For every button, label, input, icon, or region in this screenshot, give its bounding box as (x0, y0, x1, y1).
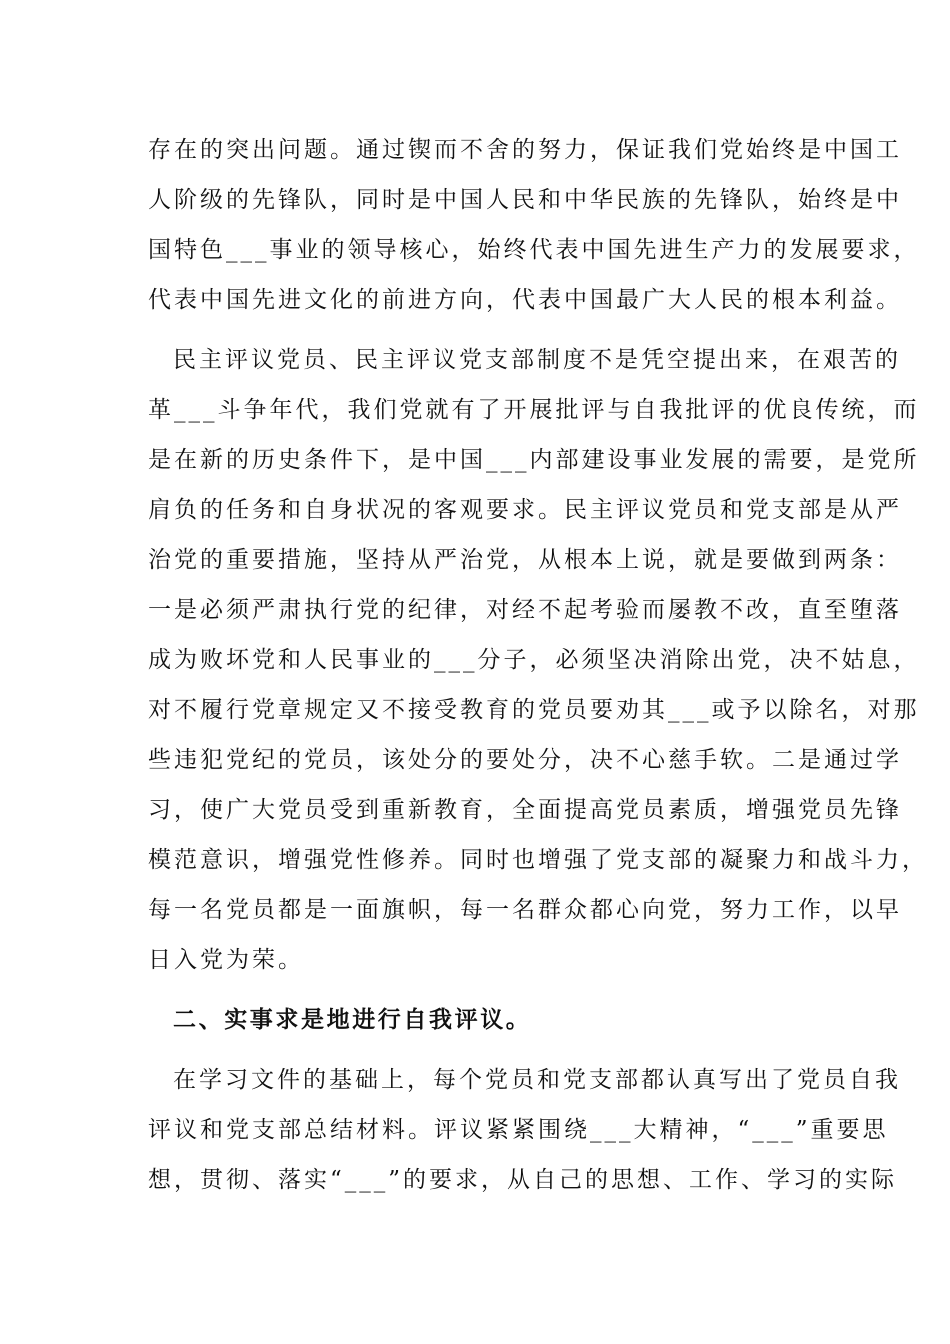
paragraph-line: 民主评议党员、民主评议党支部制度不是凭空提出来，在艰苦的 (173, 347, 901, 373)
paragraph-line: 模范意识，增强党性修养。同时也增强了党支部的凝聚力和战斗力， (148, 847, 928, 873)
paragraph-line: 是在新的历史条件下，是中国___内部建设事业发展的需要，是党所 (148, 447, 920, 473)
paragraph-line: 在学习文件的基础上，每个党员和党支部都认真写出了党员自我 (173, 1067, 901, 1093)
paragraph-line: 人阶级的先锋队，同时是中国人民和中华民族的先锋队，始终是中 (148, 187, 902, 213)
section-heading: 二、实事求是地进行自我评议。 (173, 1007, 532, 1033)
paragraph-line: 些违犯党纪的党员，该处分的要处分，决不心慈手软。二是通过学 (148, 747, 902, 773)
paragraph-line: 革___斗争年代，我们党就有了开展批评与自我批评的优良传统，而 (148, 397, 920, 423)
paragraph-line: 国特色___事业的领导核心，始终代表中国先进生产力的发展要求， (148, 237, 920, 263)
paragraph-line: 评议和党支部总结材料。评议紧紧围绕___大精神，“___”重要思 (148, 1117, 889, 1143)
paragraph-line: 想，贯彻、落实“___”的要求，从自己的思想、工作、学习的实际 (148, 1167, 898, 1193)
paragraph-line: 一是必须严肃执行党的纪律，对经不起考验而屡教不改，直至堕落 (148, 597, 902, 623)
paragraph-line: 习，使广大党员受到重新教育，全面提高党员素质，增强党员先锋 (148, 797, 902, 823)
paragraph-line: 每一名党员都是一面旗帜，每一名群众都心向党，努力工作，以早 (148, 897, 902, 923)
paragraph-line: 日入党为荣。 (148, 947, 304, 973)
paragraph-line: 成为败坏党和人民事业的___分子，必须坚决消除出党，决不姑息， (148, 647, 920, 673)
paragraph-line: 肩负的任务和自身状况的客观要求。民主评议党员和党支部是从严 (148, 497, 902, 523)
paragraph-line: 代表中国先进文化的前进方向，代表中国最广大人民的根本利益。 (148, 287, 902, 313)
paragraph-line: 对不履行党章规定又不接受教育的党员要劝其___或予以除名，对那 (148, 697, 920, 723)
paragraph-line: 治党的重要措施，坚持从严治党，从根本上说，就是要做到两条： (148, 547, 902, 573)
paragraph-line: 存在的突出问题。通过锲而不舍的努力，保证我们党始终是中国工 (148, 137, 902, 163)
